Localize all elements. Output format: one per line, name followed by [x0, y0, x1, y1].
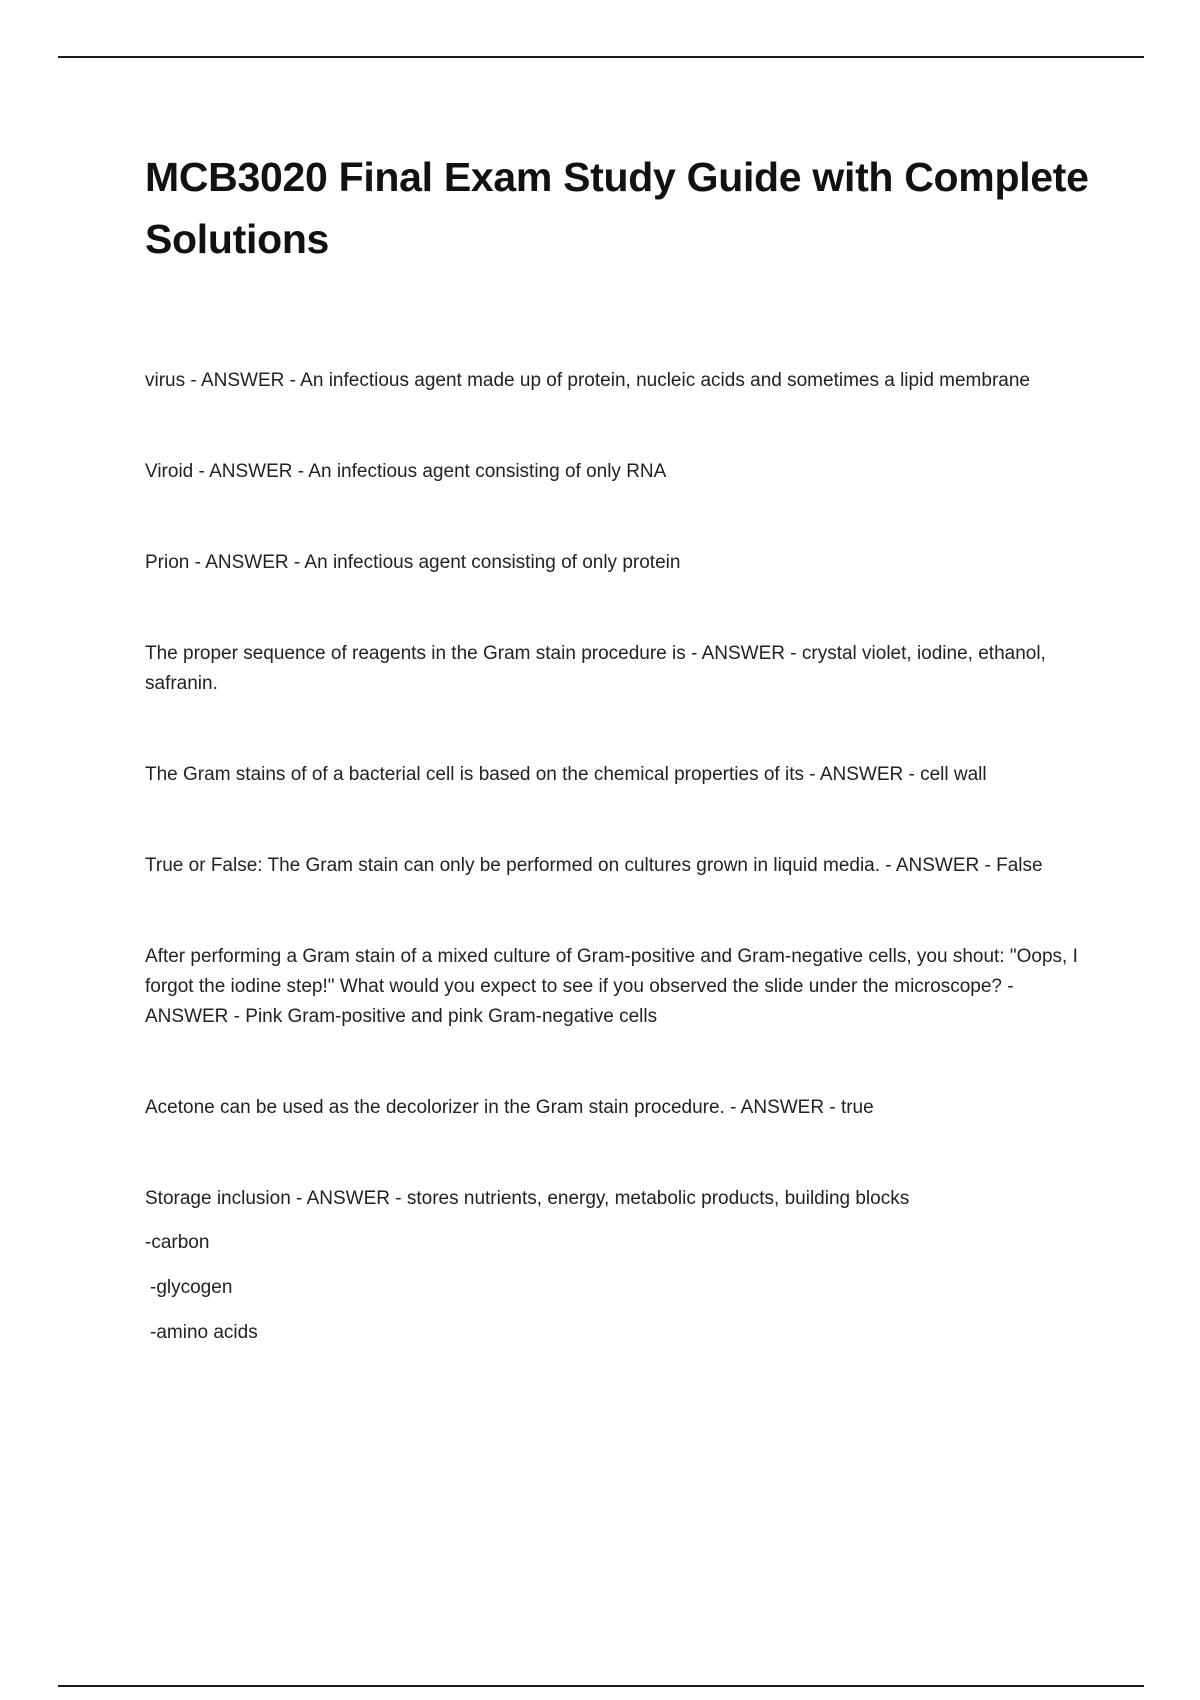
- document-title: MCB3020 Final Exam Study Guide with Complete Solutions: [145, 154, 1089, 262]
- qa-entry-acetone: Acetone can be used as the decolorizer in the Gram stain procedure. - ANSWER - true: [145, 1097, 874, 1118]
- qa-entry-storage-inclusion: Storage inclusion - ANSWER - stores nutrients, energy, metabolic products, building blocks: [145, 1188, 910, 1209]
- qa-entry-viroid: Viroid - ANSWER - An infectious agent consisting of only RNA: [145, 461, 667, 482]
- storage-item-glycogen: -glycogen: [150, 1277, 233, 1298]
- storage-item-carbon: -carbon: [145, 1232, 210, 1253]
- top-rule: [58, 56, 1144, 58]
- qa-entry-gram-sequence: The proper sequence of reagents in the Gram stain procedure is - ANSWER - crystal violet, iodine, ethanol, safranin.: [145, 643, 1046, 694]
- qa-entry-prion: Prion - ANSWER - An infectious agent consisting of only protein: [145, 552, 681, 573]
- qa-entry-iodine-step: After performing a Gram stain of a mixed culture of Gram-positive and Gram-negative cells, you shout: "Oops, I forgot the iodine step!" What would you expect to see if you observed the slide under the microscope? - ANSWER - Pink Gram-positive and pink Gram-negative cells: [145, 946, 1078, 1027]
- qa-entry-gram-basis: The Gram stains of of a bacterial cell is based on the chemical properties of its - ANSWER - cell wall: [145, 764, 987, 785]
- storage-item-amino-acids: -amino acids: [150, 1322, 258, 1343]
- qa-entry-virus: virus - ANSWER - An infectious agent made up of protein, nucleic acids and sometimes a lipid membrane: [145, 370, 1030, 391]
- document-body: [145, 146, 1095, 1363]
- qa-entry-liquid-media: True or False: The Gram stain can only be performed on cultures grown in liquid media. - ANSWER - False: [145, 855, 1043, 876]
- bottom-rule: [58, 1685, 1144, 1687]
- qa-list: [145, 366, 1095, 1348]
